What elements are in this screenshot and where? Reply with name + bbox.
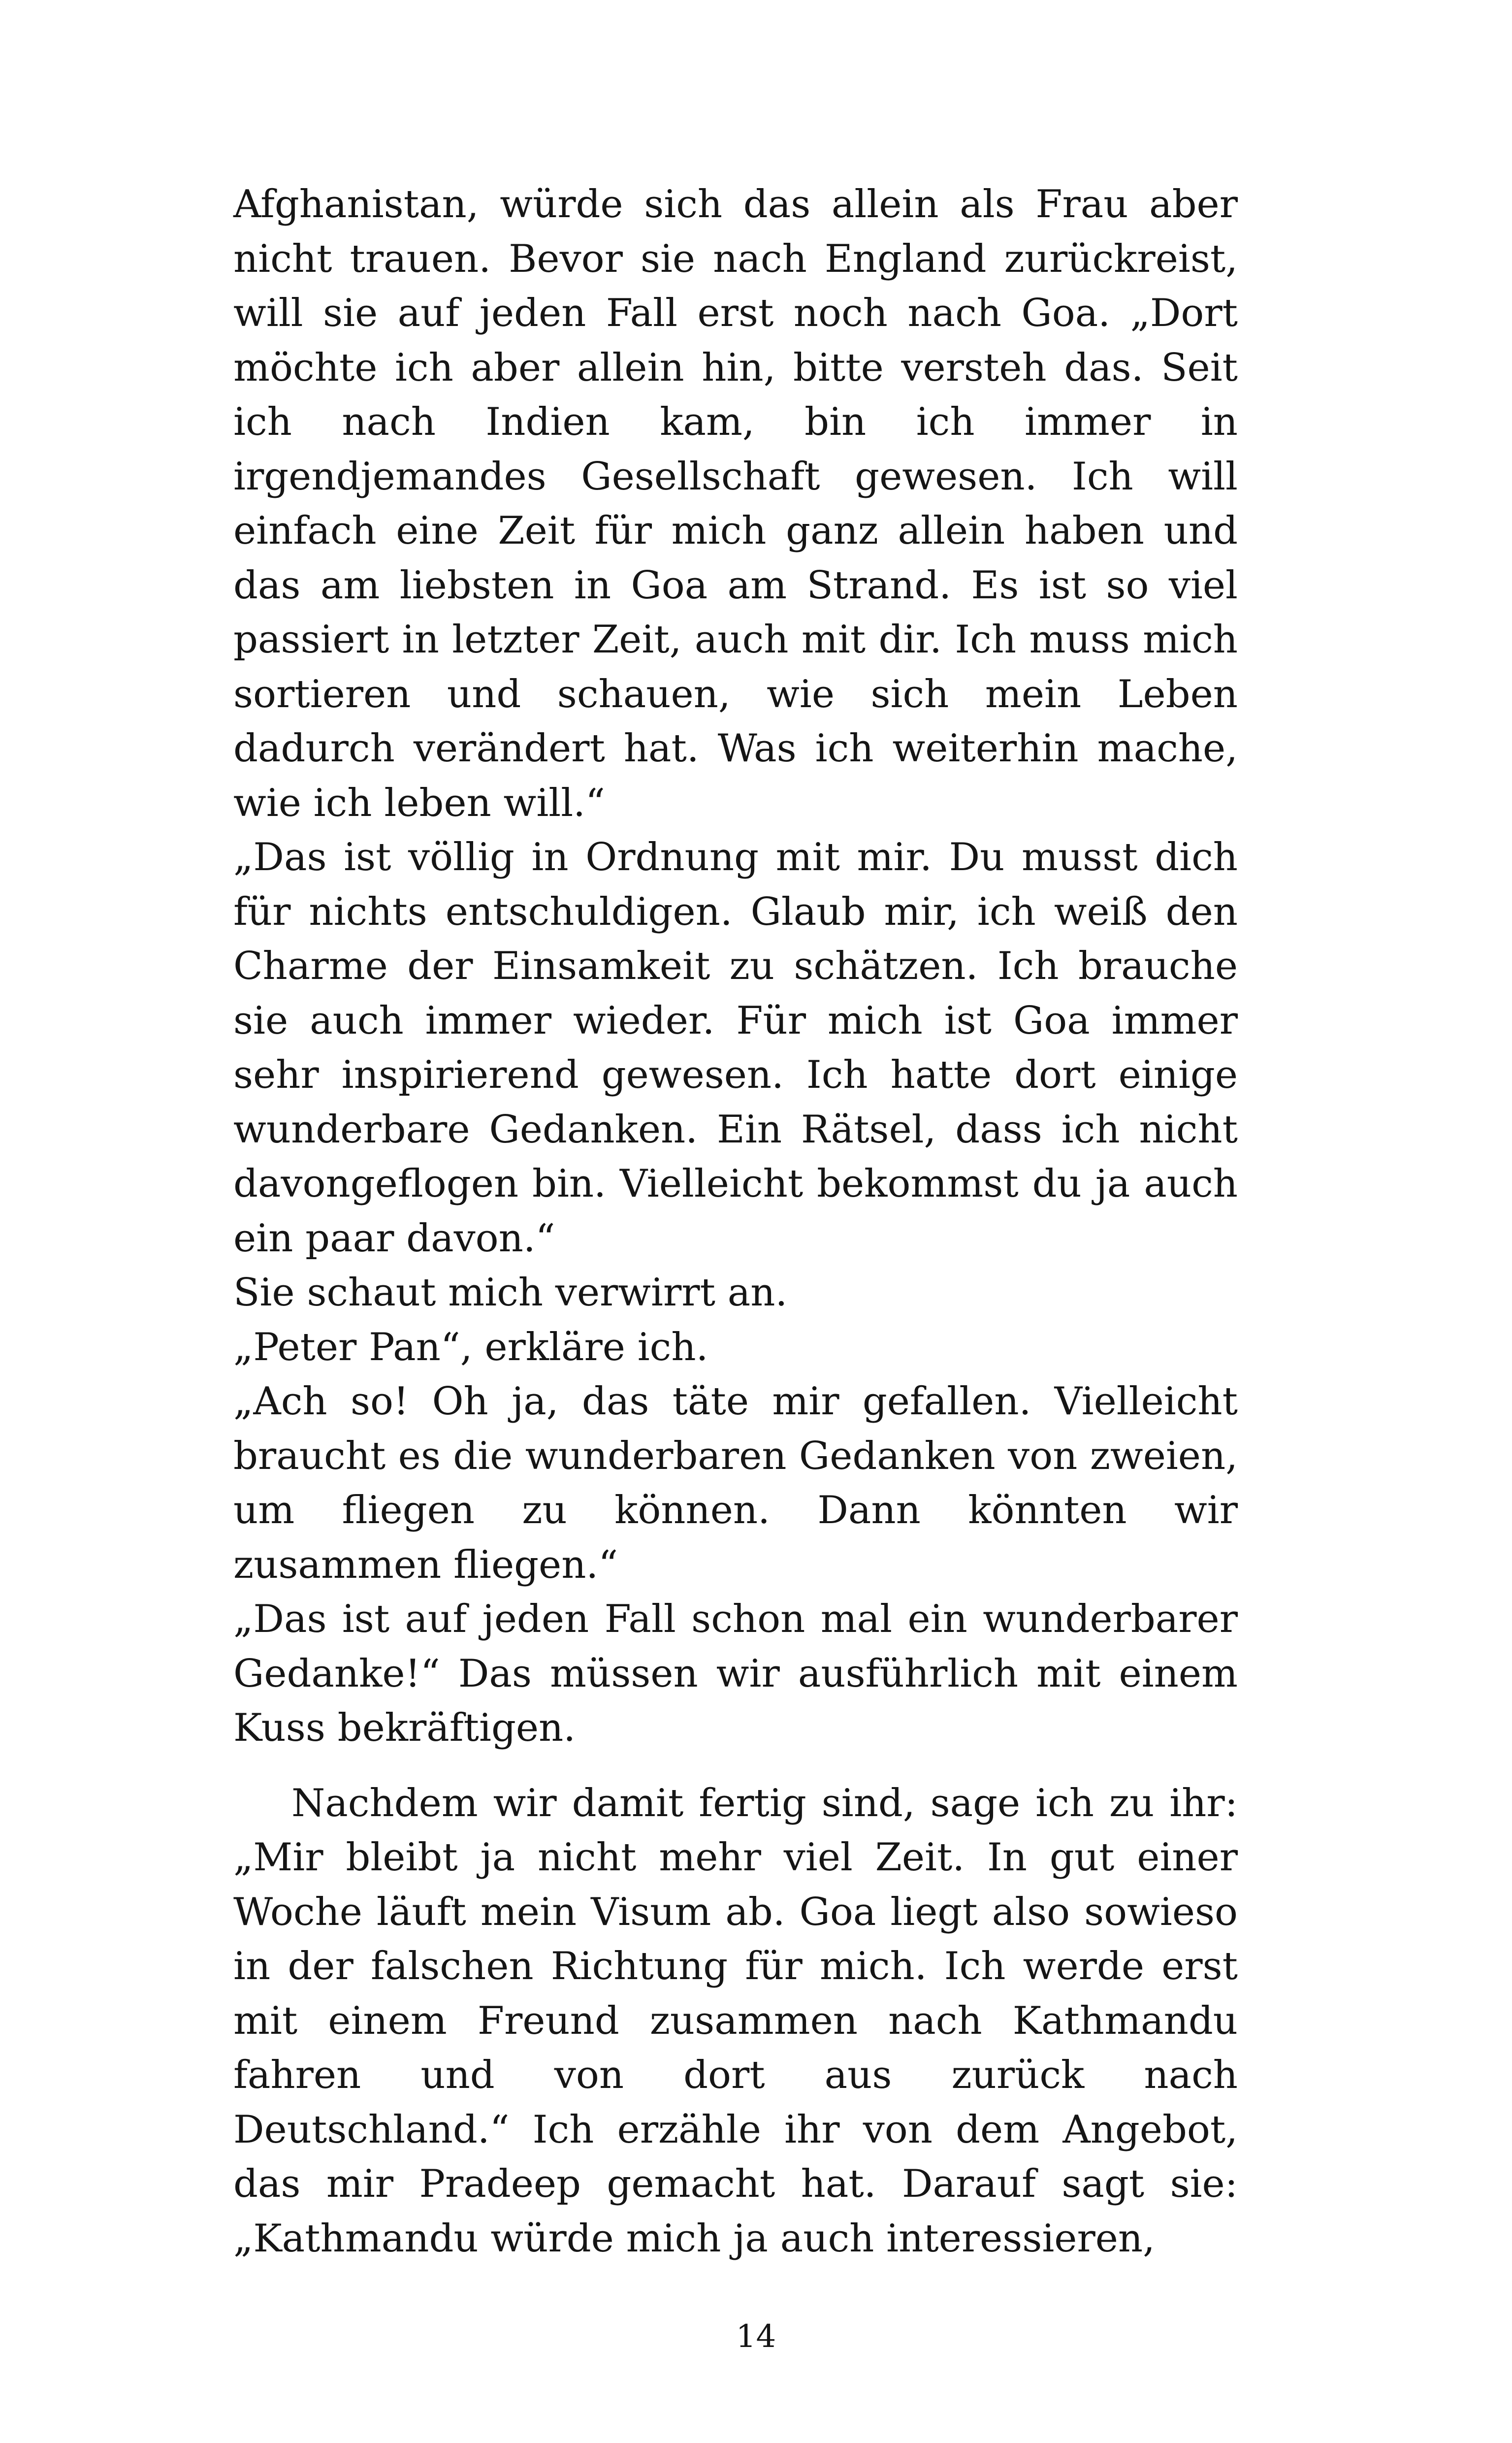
- paragraph: „Das ist völlig in Ordnung mit mir. Du musst dich für nichts entschuldigen. Glaub mir, ich weiß den Charme der Einsamkeit zu schätzen. Ich brauche sie auch immer wieder. Für mich ist Goa immer sehr inspirierend gewesen. Ich hatte dort einige wunderbare Gedanken. Ein Rätsel, dass ich nicht davongeflogen bin. Vielleicht bekommst du ja auch ein paar davon.“: [233, 835, 1238, 1261]
- page-number: 14: [736, 2318, 776, 2355]
- paragraph: „Peter Pan“, erkläre ich.: [233, 1325, 708, 1369]
- paragraph: Afghanistan, würde sich das allein als Frau aber nicht trauen. Bevor sie nach England zurückreist, will sie auf jeden Fall erst noch nach Goa. „Dort möchte ich aber allein hin, bitte versteh das. Seit ich nach Indien kam, bin ich immer in irgendjemandes Gesellschaft gewesen. Ich will einfach eine Zeit für mich ganz allein haben und das am liebsten in Goa am Strand. Es ist so viel passiert in letzter Zeit, auch mit dir. Ich muss mich sortieren und schauen, wie sich mein Leben dadurch verändert hat. Was ich weiterhin mache, wie ich leben will.“: [233, 182, 1238, 825]
- paragraph: „Das ist auf jeden Fall schon mal ein wunderbarer Gedanke!“ Das müssen wir ausführlich mit einem Kuss bekräftigen.: [233, 1597, 1238, 1750]
- paragraph: Nachdem wir damit fertig sind, sage ich zu ihr: „Mir bleibt ja nicht mehr viel Zeit. In gut einer Woche läuft mein Visum ab. Goa liegt also sowieso in der falschen Richtung für mich. Ich werde erst mit einem Freund zusammen nach Kathmandu fahren und von dort aus zurück nach Deutschland.“ Ich erzähle ihr von dem Angebot, das mir Pradeep gemacht hat. Darauf sagt sie: „Kathmandu würde mich ja auch interessieren,: [233, 1781, 1238, 2261]
- paragraph: „Ach so! Oh ja, das täte mir gefallen. Vielleicht braucht es die wunderbaren Gedanken von zweien, um fliegen zu können. Dann könnten wir zusammen fliegen.“: [233, 1379, 1238, 1587]
- paragraph: Sie schaut mich verwirrt an.: [233, 1270, 788, 1315]
- body-text: [233, 177, 1238, 2266]
